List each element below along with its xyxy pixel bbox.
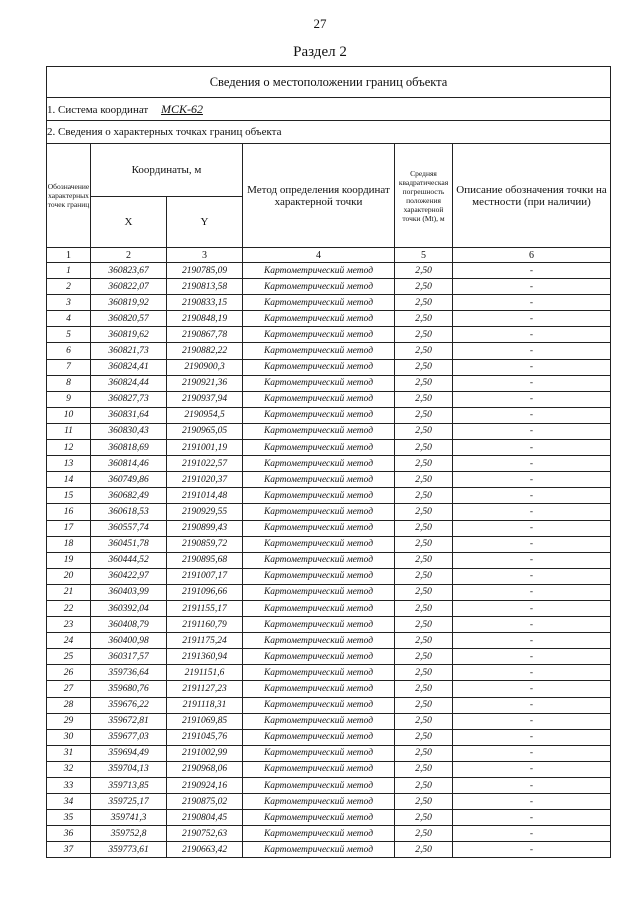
table-row bbox=[47, 504, 611, 520]
point-number-cell: 23 bbox=[47, 617, 91, 633]
y-coordinate-cell: 2190929,55 bbox=[167, 504, 243, 520]
y-coordinate-cell: 2190924,16 bbox=[167, 778, 243, 794]
description-cell: - bbox=[453, 311, 611, 327]
description-cell: - bbox=[453, 794, 611, 810]
point-number-cell: 37 bbox=[47, 842, 91, 858]
point-number-cell: 24 bbox=[47, 633, 91, 649]
y-coordinate-cell: 2190785,09 bbox=[167, 263, 243, 279]
y-coordinate-cell: 2191151,6 bbox=[167, 665, 243, 681]
description-cell: - bbox=[453, 423, 611, 439]
table-row bbox=[47, 279, 611, 295]
point-number-cell: 31 bbox=[47, 745, 91, 761]
accuracy-cell: 2,50 bbox=[395, 375, 453, 391]
x-coordinate-cell: 360823,67 bbox=[91, 263, 167, 279]
method-cell: Картометрический метод bbox=[243, 697, 395, 713]
point-number-cell: 5 bbox=[47, 327, 91, 343]
method-cell: Картометрический метод bbox=[243, 375, 395, 391]
accuracy-cell: 2,50 bbox=[395, 794, 453, 810]
point-number-cell: 14 bbox=[47, 472, 91, 488]
method-cell: Картометрический метод bbox=[243, 295, 395, 311]
table-row bbox=[47, 842, 611, 858]
point-number-cell: 21 bbox=[47, 584, 91, 600]
column-number: 6 bbox=[453, 248, 611, 263]
point-number-cell: 26 bbox=[47, 665, 91, 681]
table-row bbox=[47, 617, 611, 633]
y-coordinate-cell: 2191175,24 bbox=[167, 633, 243, 649]
coordinate-system-row bbox=[47, 98, 611, 121]
method-cell: Картометрический метод bbox=[243, 633, 395, 649]
accuracy-cell: 2,50 bbox=[395, 359, 453, 375]
description-cell: - bbox=[453, 761, 611, 777]
accuracy-cell: 2,50 bbox=[395, 778, 453, 794]
x-coordinate-cell: 359773,61 bbox=[91, 842, 167, 858]
point-number-cell: 27 bbox=[47, 681, 91, 697]
accuracy-cell: 2,50 bbox=[395, 520, 453, 536]
accuracy-cell: 2,50 bbox=[395, 697, 453, 713]
method-cell: Картометрический метод bbox=[243, 407, 395, 423]
method-cell: Картометрический метод bbox=[243, 472, 395, 488]
method-cell: Картометрический метод bbox=[243, 778, 395, 794]
x-coordinate-cell: 360821,73 bbox=[91, 343, 167, 359]
description-cell: - bbox=[453, 536, 611, 552]
table-row bbox=[47, 745, 611, 761]
method-cell: Картометрический метод bbox=[243, 794, 395, 810]
accuracy-cell: 2,50 bbox=[395, 842, 453, 858]
x-coordinate-cell: 359676,22 bbox=[91, 697, 167, 713]
table-row bbox=[47, 343, 611, 359]
x-coordinate-cell: 360682,49 bbox=[91, 488, 167, 504]
table-row bbox=[47, 568, 611, 584]
coordinate-system-label: 1. Система координат bbox=[47, 103, 149, 116]
column-number: 2 bbox=[91, 248, 167, 263]
y-coordinate-cell: 2191022,57 bbox=[167, 456, 243, 472]
method-cell: Картометрический метод bbox=[243, 584, 395, 600]
y-coordinate-cell: 2191007,17 bbox=[167, 568, 243, 584]
x-coordinate-cell: 360749,86 bbox=[91, 472, 167, 488]
x-coordinate-cell: 360814,46 bbox=[91, 456, 167, 472]
method-cell: Картометрический метод bbox=[243, 568, 395, 584]
x-coordinate-cell: 360820,57 bbox=[91, 311, 167, 327]
method-cell: Картометрический метод bbox=[243, 504, 395, 520]
y-coordinate-cell: 2191160,79 bbox=[167, 617, 243, 633]
accuracy-cell: 2,50 bbox=[395, 617, 453, 633]
method-cell: Картометрический метод bbox=[243, 665, 395, 681]
method-cell: Картометрический метод bbox=[243, 713, 395, 729]
description-cell: - bbox=[453, 584, 611, 600]
accuracy-cell: 2,50 bbox=[395, 649, 453, 665]
accuracy-cell: 2,50 bbox=[395, 810, 453, 826]
description-cell: - bbox=[453, 633, 611, 649]
point-number-cell: 4 bbox=[47, 311, 91, 327]
table-row bbox=[47, 810, 611, 826]
table-row bbox=[47, 761, 611, 777]
description-cell: - bbox=[453, 729, 611, 745]
accuracy-cell: 2,50 bbox=[395, 745, 453, 761]
table-row bbox=[47, 697, 611, 713]
point-number-cell: 9 bbox=[47, 391, 91, 407]
accuracy-cell: 2,50 bbox=[395, 536, 453, 552]
section-title: Раздел 2 bbox=[293, 44, 347, 60]
table-row bbox=[47, 778, 611, 794]
table-row bbox=[47, 488, 611, 504]
x-coordinate-cell: 360557,74 bbox=[91, 520, 167, 536]
point-number-cell: 32 bbox=[47, 761, 91, 777]
method-cell: Картометрический метод bbox=[243, 279, 395, 295]
table-row bbox=[47, 520, 611, 536]
x-coordinate-cell: 360830,43 bbox=[91, 423, 167, 439]
point-number-cell: 15 bbox=[47, 488, 91, 504]
description-cell: - bbox=[453, 697, 611, 713]
method-cell: Картометрический метод bbox=[243, 520, 395, 536]
point-number-cell: 29 bbox=[47, 713, 91, 729]
description-cell: - bbox=[453, 488, 611, 504]
table-row bbox=[47, 375, 611, 391]
table-row bbox=[47, 440, 611, 456]
x-coordinate-cell: 359741,3 bbox=[91, 810, 167, 826]
y-coordinate-cell: 2191155,17 bbox=[167, 600, 243, 616]
point-number-cell: 3 bbox=[47, 295, 91, 311]
x-coordinate-cell: 359672,81 bbox=[91, 713, 167, 729]
point-number-cell: 17 bbox=[47, 520, 91, 536]
y-coordinate-cell: 2191127,23 bbox=[167, 681, 243, 697]
table-row bbox=[47, 472, 611, 488]
table-row bbox=[47, 552, 611, 568]
table-row bbox=[47, 407, 611, 423]
column-number: 1 bbox=[47, 248, 91, 263]
method-cell: Картометрический метод bbox=[243, 263, 395, 279]
table-row bbox=[47, 649, 611, 665]
y-coordinate-cell: 2190965,05 bbox=[167, 423, 243, 439]
y-coordinate-cell: 2190954,5 bbox=[167, 407, 243, 423]
y-coordinate-cell: 2190895,68 bbox=[167, 552, 243, 568]
description-cell: - bbox=[453, 279, 611, 295]
accuracy-cell: 2,50 bbox=[395, 600, 453, 616]
points-section-label: 2. Сведения о характерных точках границ объекта bbox=[47, 121, 611, 144]
description-cell: - bbox=[453, 552, 611, 568]
page-number: 27 bbox=[313, 16, 327, 31]
table-row bbox=[47, 681, 611, 697]
description-cell: - bbox=[453, 665, 611, 681]
table-title: Сведения о местоположении границ объекта bbox=[47, 67, 611, 98]
method-cell: Картометрический метод bbox=[243, 681, 395, 697]
accuracy-cell: 2,50 bbox=[395, 584, 453, 600]
coordinate-system-value: МСК-62 bbox=[160, 101, 203, 116]
y-coordinate-cell: 2190867,78 bbox=[167, 327, 243, 343]
y-coordinate-cell: 2191002,99 bbox=[167, 745, 243, 761]
method-cell: Картометрический метод bbox=[243, 745, 395, 761]
point-number-cell: 16 bbox=[47, 504, 91, 520]
y-coordinate-cell: 2190968,06 bbox=[167, 761, 243, 777]
accuracy-cell: 2,50 bbox=[395, 681, 453, 697]
x-coordinate-cell: 360422,97 bbox=[91, 568, 167, 584]
method-cell: Картометрический метод bbox=[243, 649, 395, 665]
x-coordinate-cell: 359713,85 bbox=[91, 778, 167, 794]
x-coordinate-cell: 360819,62 bbox=[91, 327, 167, 343]
header-point-name: Обозначение характерных точек границ bbox=[47, 144, 91, 248]
description-cell: - bbox=[453, 568, 611, 584]
point-number-cell: 35 bbox=[47, 810, 91, 826]
table-row bbox=[47, 633, 611, 649]
x-coordinate-cell: 360392,04 bbox=[91, 600, 167, 616]
description-cell: - bbox=[453, 826, 611, 842]
description-cell: - bbox=[453, 359, 611, 375]
y-coordinate-cell: 2190833,15 bbox=[167, 295, 243, 311]
table-row bbox=[47, 536, 611, 552]
y-coordinate-cell: 2190875,02 bbox=[167, 794, 243, 810]
accuracy-cell: 2,50 bbox=[395, 295, 453, 311]
x-coordinate-cell: 359677,03 bbox=[91, 729, 167, 745]
x-coordinate-cell: 360403,99 bbox=[91, 584, 167, 600]
accuracy-cell: 2,50 bbox=[395, 568, 453, 584]
description-cell: - bbox=[453, 520, 611, 536]
method-cell: Картометрический метод bbox=[243, 456, 395, 472]
description-cell: - bbox=[453, 343, 611, 359]
description-cell: - bbox=[453, 263, 611, 279]
accuracy-cell: 2,50 bbox=[395, 391, 453, 407]
method-cell: Картометрический метод bbox=[243, 423, 395, 439]
x-coordinate-cell: 360400,98 bbox=[91, 633, 167, 649]
point-number-cell: 13 bbox=[47, 456, 91, 472]
description-cell: - bbox=[453, 472, 611, 488]
point-number-cell: 28 bbox=[47, 697, 91, 713]
point-number-cell: 18 bbox=[47, 536, 91, 552]
x-coordinate-cell: 360408,79 bbox=[91, 617, 167, 633]
description-cell: - bbox=[453, 600, 611, 616]
y-coordinate-cell: 2190900,3 bbox=[167, 359, 243, 375]
y-coordinate-cell: 2190882,22 bbox=[167, 343, 243, 359]
point-number-cell: 7 bbox=[47, 359, 91, 375]
y-coordinate-cell: 2190899,43 bbox=[167, 520, 243, 536]
y-coordinate-cell: 2190921,36 bbox=[167, 375, 243, 391]
point-number-cell: 33 bbox=[47, 778, 91, 794]
table-row bbox=[47, 826, 611, 842]
y-coordinate-cell: 2191014,48 bbox=[167, 488, 243, 504]
description-cell: - bbox=[453, 375, 611, 391]
column-number: 4 bbox=[243, 248, 395, 263]
accuracy-cell: 2,50 bbox=[395, 504, 453, 520]
method-cell: Картометрический метод bbox=[243, 391, 395, 407]
column-number: 3 bbox=[167, 248, 243, 263]
y-coordinate-cell: 2191069,85 bbox=[167, 713, 243, 729]
method-cell: Картометрический метод bbox=[243, 842, 395, 858]
description-cell: - bbox=[453, 617, 611, 633]
x-coordinate-cell: 359736,64 bbox=[91, 665, 167, 681]
x-coordinate-cell: 360317,57 bbox=[91, 649, 167, 665]
y-coordinate-cell: 2191118,31 bbox=[167, 697, 243, 713]
table-row bbox=[47, 794, 611, 810]
table-row bbox=[47, 327, 611, 343]
x-coordinate-cell: 360824,41 bbox=[91, 359, 167, 375]
x-coordinate-cell: 359680,76 bbox=[91, 681, 167, 697]
accuracy-cell: 2,50 bbox=[395, 472, 453, 488]
y-coordinate-cell: 2191360,94 bbox=[167, 649, 243, 665]
point-number-cell: 8 bbox=[47, 375, 91, 391]
table-row bbox=[47, 391, 611, 407]
table-row bbox=[47, 423, 611, 439]
method-cell: Картометрический метод bbox=[243, 359, 395, 375]
table-row bbox=[47, 456, 611, 472]
header-y: Y bbox=[167, 197, 243, 248]
y-coordinate-cell: 2190848,19 bbox=[167, 311, 243, 327]
method-cell: Картометрический метод bbox=[243, 327, 395, 343]
accuracy-cell: 2,50 bbox=[395, 311, 453, 327]
table-row bbox=[47, 359, 611, 375]
table-row bbox=[47, 263, 611, 279]
description-cell: - bbox=[453, 440, 611, 456]
header-accuracy: Средняя квадратическая погрешность положения характерной точки (Mt), м bbox=[395, 144, 453, 248]
table-row bbox=[47, 600, 611, 616]
y-coordinate-cell: 2190752,63 bbox=[167, 826, 243, 842]
method-cell: Картометрический метод bbox=[243, 761, 395, 777]
x-coordinate-cell: 360451,78 bbox=[91, 536, 167, 552]
accuracy-cell: 2,50 bbox=[395, 488, 453, 504]
description-cell: - bbox=[453, 778, 611, 794]
y-coordinate-cell: 2190813,58 bbox=[167, 279, 243, 295]
point-number-cell: 19 bbox=[47, 552, 91, 568]
description-cell: - bbox=[453, 649, 611, 665]
description-cell: - bbox=[453, 327, 611, 343]
accuracy-cell: 2,50 bbox=[395, 423, 453, 439]
accuracy-cell: 2,50 bbox=[395, 552, 453, 568]
table-row bbox=[47, 729, 611, 745]
column-number: 5 bbox=[395, 248, 453, 263]
point-number-cell: 11 bbox=[47, 423, 91, 439]
x-coordinate-cell: 360827,73 bbox=[91, 391, 167, 407]
method-cell: Картометрический метод bbox=[243, 826, 395, 842]
y-coordinate-cell: 2190804,45 bbox=[167, 810, 243, 826]
x-coordinate-cell: 359725,17 bbox=[91, 794, 167, 810]
table-row bbox=[47, 584, 611, 600]
point-number-cell: 25 bbox=[47, 649, 91, 665]
y-coordinate-cell: 2191045,76 bbox=[167, 729, 243, 745]
description-cell: - bbox=[453, 681, 611, 697]
point-number-cell: 34 bbox=[47, 794, 91, 810]
header-x: X bbox=[91, 197, 167, 248]
table-row bbox=[47, 295, 611, 311]
accuracy-cell: 2,50 bbox=[395, 665, 453, 681]
description-cell: - bbox=[453, 713, 611, 729]
point-number-cell: 10 bbox=[47, 407, 91, 423]
accuracy-cell: 2,50 bbox=[395, 279, 453, 295]
x-coordinate-cell: 360824,44 bbox=[91, 375, 167, 391]
header-description: Описание обозначения точки на местности (при наличии) bbox=[453, 144, 611, 248]
table-row bbox=[47, 665, 611, 681]
accuracy-cell: 2,50 bbox=[395, 327, 453, 343]
method-cell: Картометрический метод bbox=[243, 488, 395, 504]
method-cell: Картометрический метод bbox=[243, 552, 395, 568]
accuracy-cell: 2,50 bbox=[395, 826, 453, 842]
x-coordinate-cell: 360822,07 bbox=[91, 279, 167, 295]
x-coordinate-cell: 360819,92 bbox=[91, 295, 167, 311]
accuracy-cell: 2,50 bbox=[395, 440, 453, 456]
accuracy-cell: 2,50 bbox=[395, 633, 453, 649]
y-coordinate-cell: 2191001,19 bbox=[167, 440, 243, 456]
point-number-cell: 36 bbox=[47, 826, 91, 842]
method-cell: Картометрический метод bbox=[243, 343, 395, 359]
description-cell: - bbox=[453, 391, 611, 407]
x-coordinate-cell: 360818,69 bbox=[91, 440, 167, 456]
description-cell: - bbox=[453, 842, 611, 858]
x-coordinate-cell: 359704,13 bbox=[91, 761, 167, 777]
accuracy-cell: 2,50 bbox=[395, 407, 453, 423]
point-number-cell: 2 bbox=[47, 279, 91, 295]
point-number-cell: 30 bbox=[47, 729, 91, 745]
accuracy-cell: 2,50 bbox=[395, 713, 453, 729]
description-cell: - bbox=[453, 295, 611, 311]
description-cell: - bbox=[453, 745, 611, 761]
accuracy-cell: 2,50 bbox=[395, 456, 453, 472]
description-cell: - bbox=[453, 407, 611, 423]
x-coordinate-cell: 359694,49 bbox=[91, 745, 167, 761]
accuracy-cell: 2,50 bbox=[395, 761, 453, 777]
point-number-cell: 20 bbox=[47, 568, 91, 584]
description-cell: - bbox=[453, 504, 611, 520]
description-cell: - bbox=[453, 810, 611, 826]
point-number-cell: 1 bbox=[47, 263, 91, 279]
accuracy-cell: 2,50 bbox=[395, 263, 453, 279]
x-coordinate-cell: 360618,53 bbox=[91, 504, 167, 520]
point-number-cell: 6 bbox=[47, 343, 91, 359]
method-cell: Картометрический метод bbox=[243, 536, 395, 552]
description-cell: - bbox=[453, 456, 611, 472]
header-coordinates: Координаты, м bbox=[91, 144, 243, 197]
method-cell: Картометрический метод bbox=[243, 729, 395, 745]
y-coordinate-cell: 2190663,42 bbox=[167, 842, 243, 858]
accuracy-cell: 2,50 bbox=[395, 343, 453, 359]
method-cell: Картометрический метод bbox=[243, 311, 395, 327]
accuracy-cell: 2,50 bbox=[395, 729, 453, 745]
table-row bbox=[47, 713, 611, 729]
method-cell: Картометрический метод bbox=[243, 810, 395, 826]
table-row bbox=[47, 311, 611, 327]
y-coordinate-cell: 2190859,72 bbox=[167, 536, 243, 552]
x-coordinate-cell: 360831,64 bbox=[91, 407, 167, 423]
point-number-cell: 22 bbox=[47, 600, 91, 616]
y-coordinate-cell: 2191096,66 bbox=[167, 584, 243, 600]
boundary-points-table bbox=[46, 66, 611, 858]
point-number-cell: 12 bbox=[47, 440, 91, 456]
method-cell: Картометрический метод bbox=[243, 600, 395, 616]
x-coordinate-cell: 360444,52 bbox=[91, 552, 167, 568]
method-cell: Картометрический метод bbox=[243, 440, 395, 456]
y-coordinate-cell: 2190937,94 bbox=[167, 391, 243, 407]
y-coordinate-cell: 2191020,37 bbox=[167, 472, 243, 488]
header-method: Метод определения координат характерной точки bbox=[243, 144, 395, 248]
method-cell: Картометрический метод bbox=[243, 617, 395, 633]
column-numbers-row bbox=[47, 248, 611, 263]
x-coordinate-cell: 359752,8 bbox=[91, 826, 167, 842]
